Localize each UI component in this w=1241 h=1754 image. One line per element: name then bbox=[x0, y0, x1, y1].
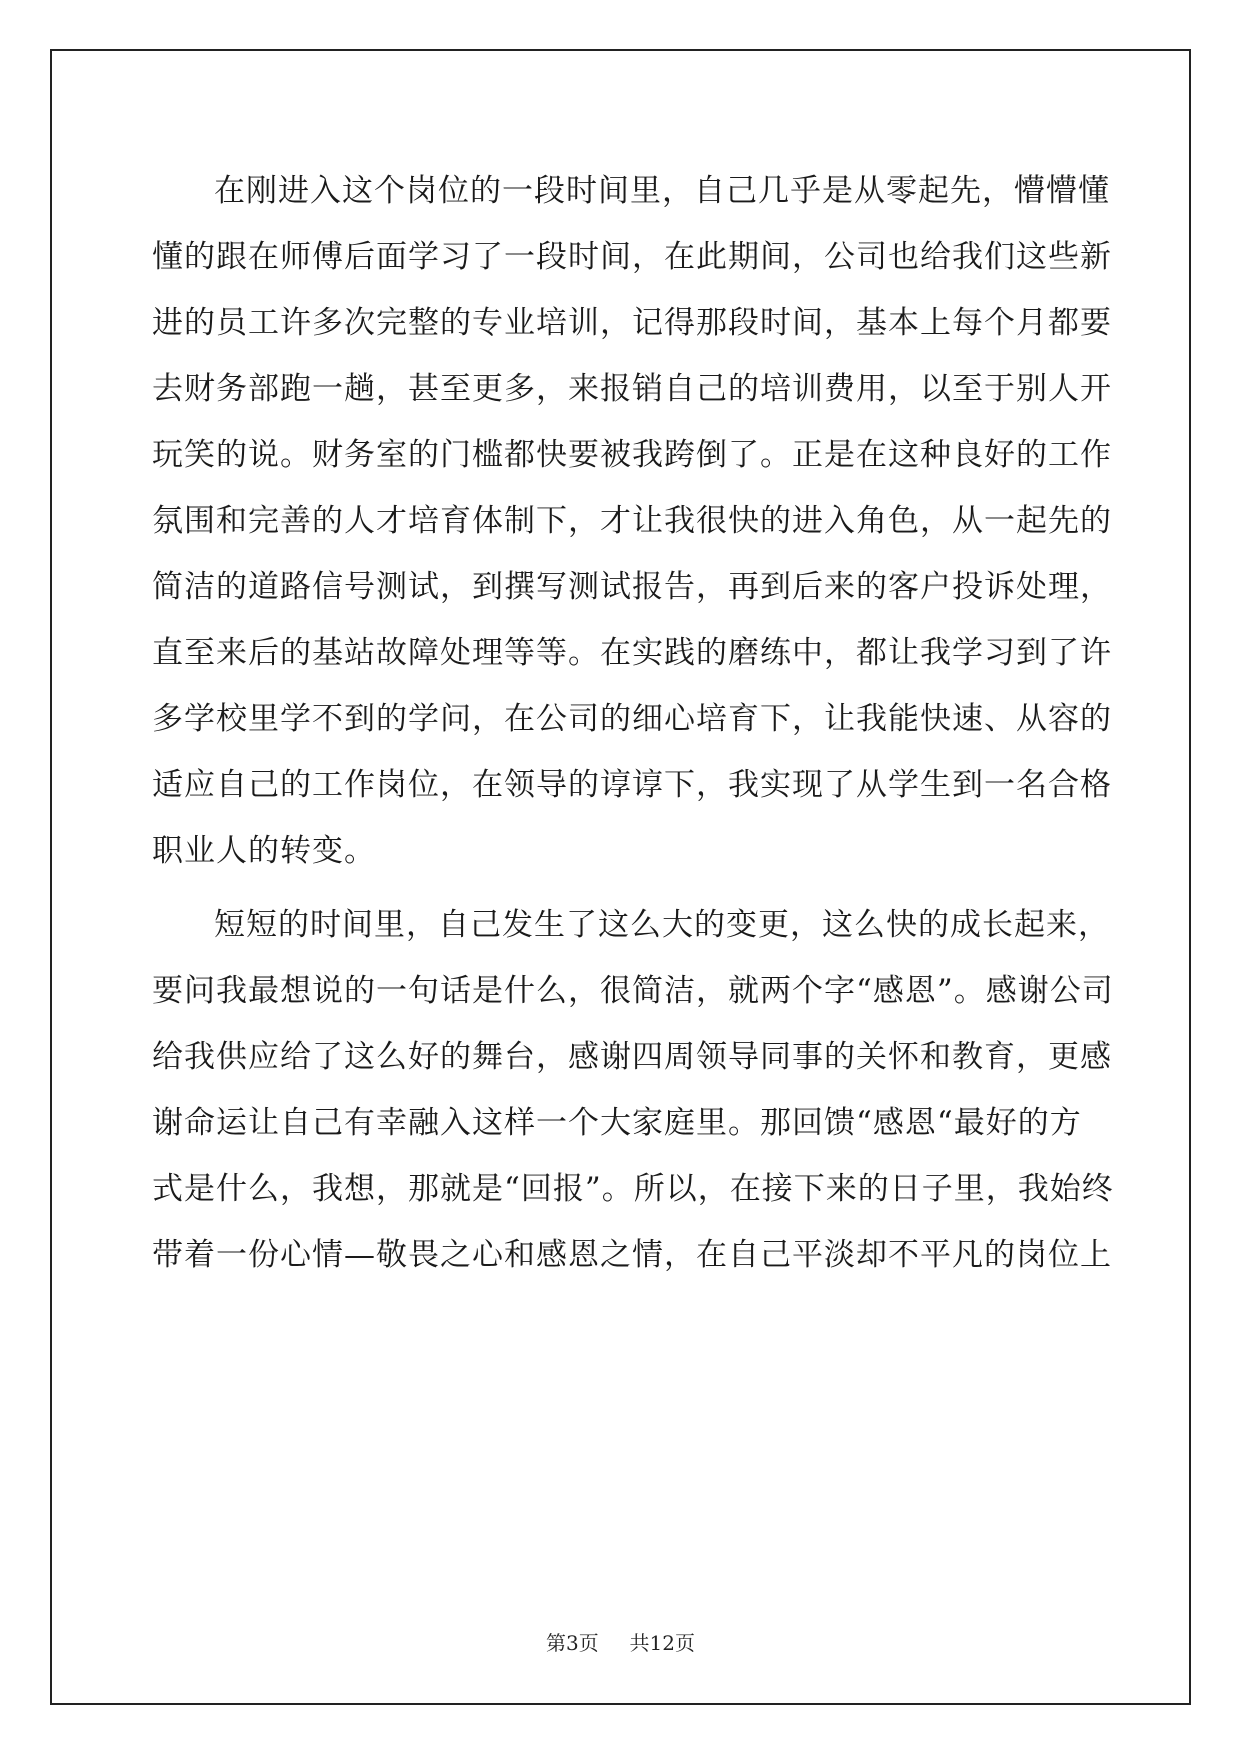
text-line: 多学校里学不到的学问，在公司的细心培育下，让我能快速、从容的 bbox=[152, 701, 1112, 737]
text-line: 氛围和完善的人才培育体制下，才让我很快的进入角色，从一起先的 bbox=[152, 503, 1112, 539]
document-body bbox=[152, 158, 1114, 1288]
text-line: 谢命运让自己有幸融入这样一个大家庭里。那回馈“感恩“最好的方 bbox=[152, 1105, 1082, 1141]
text-line: 式是什么，我想，那就是“回报”。所以，在接下来的日子里，我始终 bbox=[152, 1171, 1114, 1207]
paragraph-1 bbox=[152, 158, 1112, 884]
page-footer bbox=[0, 1627, 1241, 1656]
text-line: 在刚进入这个岗位的一段时间里，自己几乎是从零起先，懵懵懂 bbox=[214, 173, 1110, 209]
text-line: 进的员工许多次完整的专业培训，记得那段时间，基本上每个月都要 bbox=[152, 305, 1112, 341]
text-line: 带着一份心情—敬畏之心和感恩之情，在自己平淡却不平凡的岗位上 bbox=[152, 1237, 1112, 1273]
page-total: 共12页 bbox=[629, 1631, 695, 1655]
text-line: 懂的跟在师傅后面学习了一段时间，在此期间，公司也给我们这些新 bbox=[152, 239, 1112, 275]
text-line: 适应自己的工作岗位，在领导的谆谆下，我实现了从学生到一名合格 bbox=[152, 767, 1112, 803]
text-line: 直至来后的基站故障处理等等。在实践的磨练中，都让我学习到了许 bbox=[152, 635, 1112, 671]
page-number: 第3页 bbox=[546, 1631, 599, 1655]
text-line: 玩笑的说。财务室的门槛都快要被我跨倒了。正是在这种良好的工作 bbox=[152, 437, 1112, 473]
text-line: 给我供应给了这么好的舞台，感谢四周领导同事的关怀和教育，更感 bbox=[152, 1039, 1112, 1075]
text-line: 职业人的转变。 bbox=[152, 833, 376, 869]
text-line: 要问我最想说的一句话是什么，很简洁，就两个字“感恩”。感谢公司 bbox=[152, 973, 1114, 1009]
paragraph-2 bbox=[152, 892, 1114, 1288]
text-line: 简洁的道路信号测试，到撰写测试报告，再到后来的客户投诉处理， bbox=[152, 569, 1112, 605]
text-line: 去财务部跑一趟，甚至更多，来报销自己的培训费用，以至于别人开 bbox=[152, 371, 1112, 407]
text-line: 短短的时间里，自己发生了这么大的变更，这么快的成长起来， bbox=[214, 907, 1110, 943]
